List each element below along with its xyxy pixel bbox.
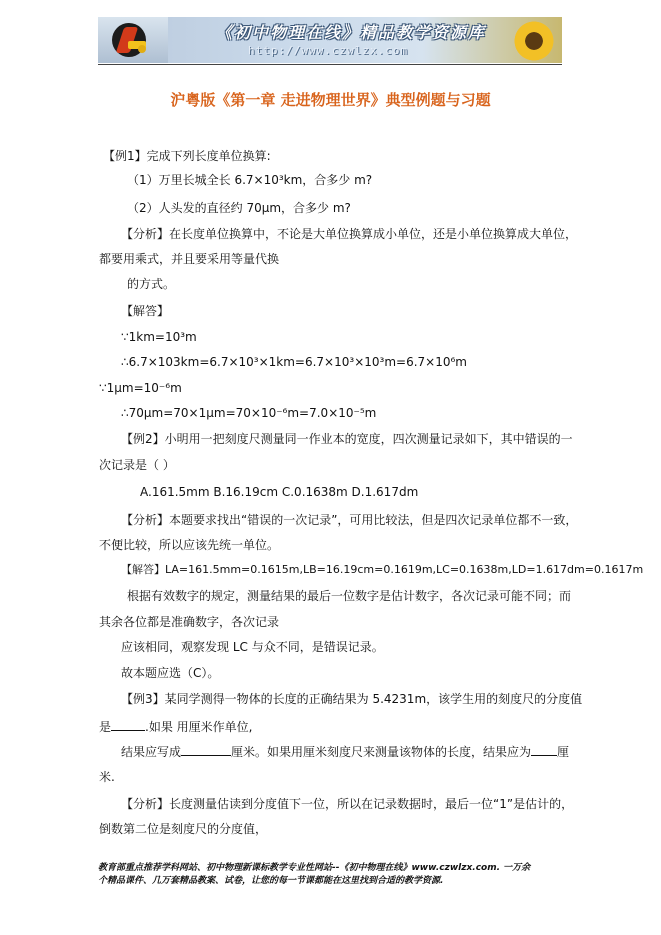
line-text: .如果 用厘米作单位, [145, 720, 253, 734]
footer-line: 个精品课件、几万套精品教案、试卷，让您的每一节课都能在这里找到合适的教学资源. [98, 876, 444, 886]
doc-line: ∴6.7×103km=6.7×10³×1km=6.7×10³×10³m=6.7×10⁶m [121, 355, 467, 369]
doc-line: 故本题应选（C）。 [121, 666, 220, 680]
doc-line: 【解答】 [121, 304, 170, 318]
doc-line: 不便比较，所以应该先统一单位。 [99, 538, 280, 552]
answer-blank [111, 718, 145, 731]
doc-line: 米. [99, 770, 115, 784]
doc-line: （1）万里长城全长 6.7×10³km，合多少 m? [127, 173, 373, 187]
banner-title: 《初中物理在线》精品教学资源库 [216, 23, 487, 42]
answer-blank [531, 743, 557, 756]
doc-line: 【分析】在长度单位换算中，不论是大单位换算成小单位，还是小单位换算成大单位， [121, 227, 578, 241]
footer-line: 教育部重点推荐学科网站、初中物理新课标教学专业性网站--《初中物理在线》www.czwlzx.com. 一万余 [98, 863, 531, 873]
doc-line: ∵1km=10³m [121, 330, 197, 344]
doc-line: 次记录是（ ） [99, 458, 175, 472]
doc-line: 其余各位都是准确数字，各次记录 [99, 615, 280, 629]
line-text: 厘 [557, 745, 570, 759]
doc-line-with-blanks [121, 743, 569, 760]
doc-line: 根据有效数字的规定，测量结果的最后一位数字是估计数字，各次记录可能不同；而 [127, 589, 572, 603]
doc-line: 【例1】完成下列长度单位换算: [103, 149, 271, 163]
line-text: 是 [99, 720, 112, 734]
logo-yellow-dot [138, 45, 146, 53]
page-title: 沪粤版《第一章 走进物理世界》典型例题与习题 [170, 91, 491, 109]
doc-line: （2）人头发的直径约 70μm，合多少 m? [127, 201, 351, 215]
doc-line: 应该相同，观察发现 LC 与众不同，是错误记录。 [121, 640, 384, 654]
answer-options: A.161.5mm B.16.19cm C.0.1638m D.1.617dm [140, 485, 419, 499]
doc-line: 【例3】某同学测得一物体的长度的正确结果为 5.4231m，该学生用的刻度尺的分度值 [121, 692, 583, 706]
doc-line: 【解答】LA=161.5mm=0.1615m,LB=16.19cm=0.1619m,LC=0.1638m,LD=1.617dm=0.1617m [121, 563, 644, 576]
header-banner [98, 17, 562, 63]
doc-line: ∵1μm=10⁻⁶m [99, 381, 182, 395]
doc-line: 的方式。 [127, 277, 176, 291]
line-text: 结果应写成 [121, 745, 182, 759]
banner-url[interactable]: http://www.czwlzx.com [248, 44, 409, 57]
line-text: 厘米。如果用厘米刻度尺来测量该物体的长度，结果应为 [231, 745, 532, 759]
page-footer [98, 862, 530, 888]
doc-line: 【分析】本题要求找出“错误的一次记录”，可用比较法，但是四次记录单位都不一致， [121, 513, 578, 527]
sunflower-icon [512, 19, 556, 63]
doc-line: 【例2】小明用一把刻度尺测量同一作业本的宽度，四次测量记录如下，其中错误的一 [121, 432, 573, 446]
doc-line: 【分析】长度测量估读到分度值下一位，所以在记录数据时，最后一位“1”是估计的， [121, 797, 574, 811]
doc-line: 倒数第二位是刻度尺的分度值， [99, 822, 268, 836]
header-divider [98, 64, 562, 65]
doc-line: ∴70μm=70×1μm=70×10⁻⁶m=7.0×10⁻⁵m [121, 406, 377, 420]
doc-line-with-blank [99, 718, 252, 735]
answer-blank [181, 743, 231, 756]
doc-line: 都要用乘式，并且要采用等量代换 [99, 252, 280, 266]
